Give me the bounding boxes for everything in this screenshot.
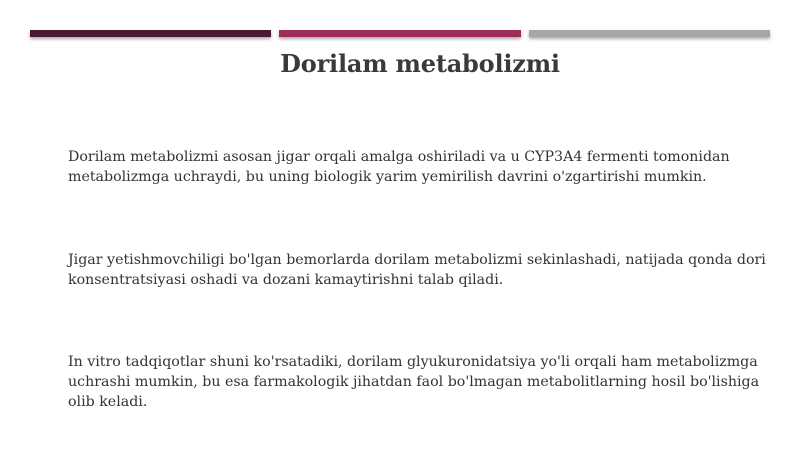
decorative-bar-left	[30, 30, 271, 37]
slide-title: Dorilam metabolizmi	[280, 49, 560, 78]
paragraph-liver-insufficiency: Jigar yetishmovchiligi bo'lgan bemorlarda dorilam metabolizmi sekinlashadi, natijada qonda dori konsentratsiyasi oshadi va dozani kamaytirishni talab qiladi.	[68, 252, 766, 288]
decorative-bar-middle	[279, 30, 521, 37]
paragraph-metabolism-overview: Dorilam metabolizmi asosan jigar orqali amalga oshiriladi va u CYP3A4 fermenti tomonidan metabolizmga uchraydi, bu uning biologik yarim yemirilish davrini o'zgartirishi mumkin.	[68, 149, 730, 185]
decorative-bar-right	[529, 30, 770, 37]
paragraph-in-vitro-studies: In vitro tadqiqotlar shuni ko'rsatadiki, dorilam glyukuronidatsiya yo'li orqali ham metabolizmga uchrashi mumkin, bu esa farmakologik jihatdan faol bo'lmagan metabolitlarning hosil bo'lishiga olib keladi.	[68, 354, 760, 410]
